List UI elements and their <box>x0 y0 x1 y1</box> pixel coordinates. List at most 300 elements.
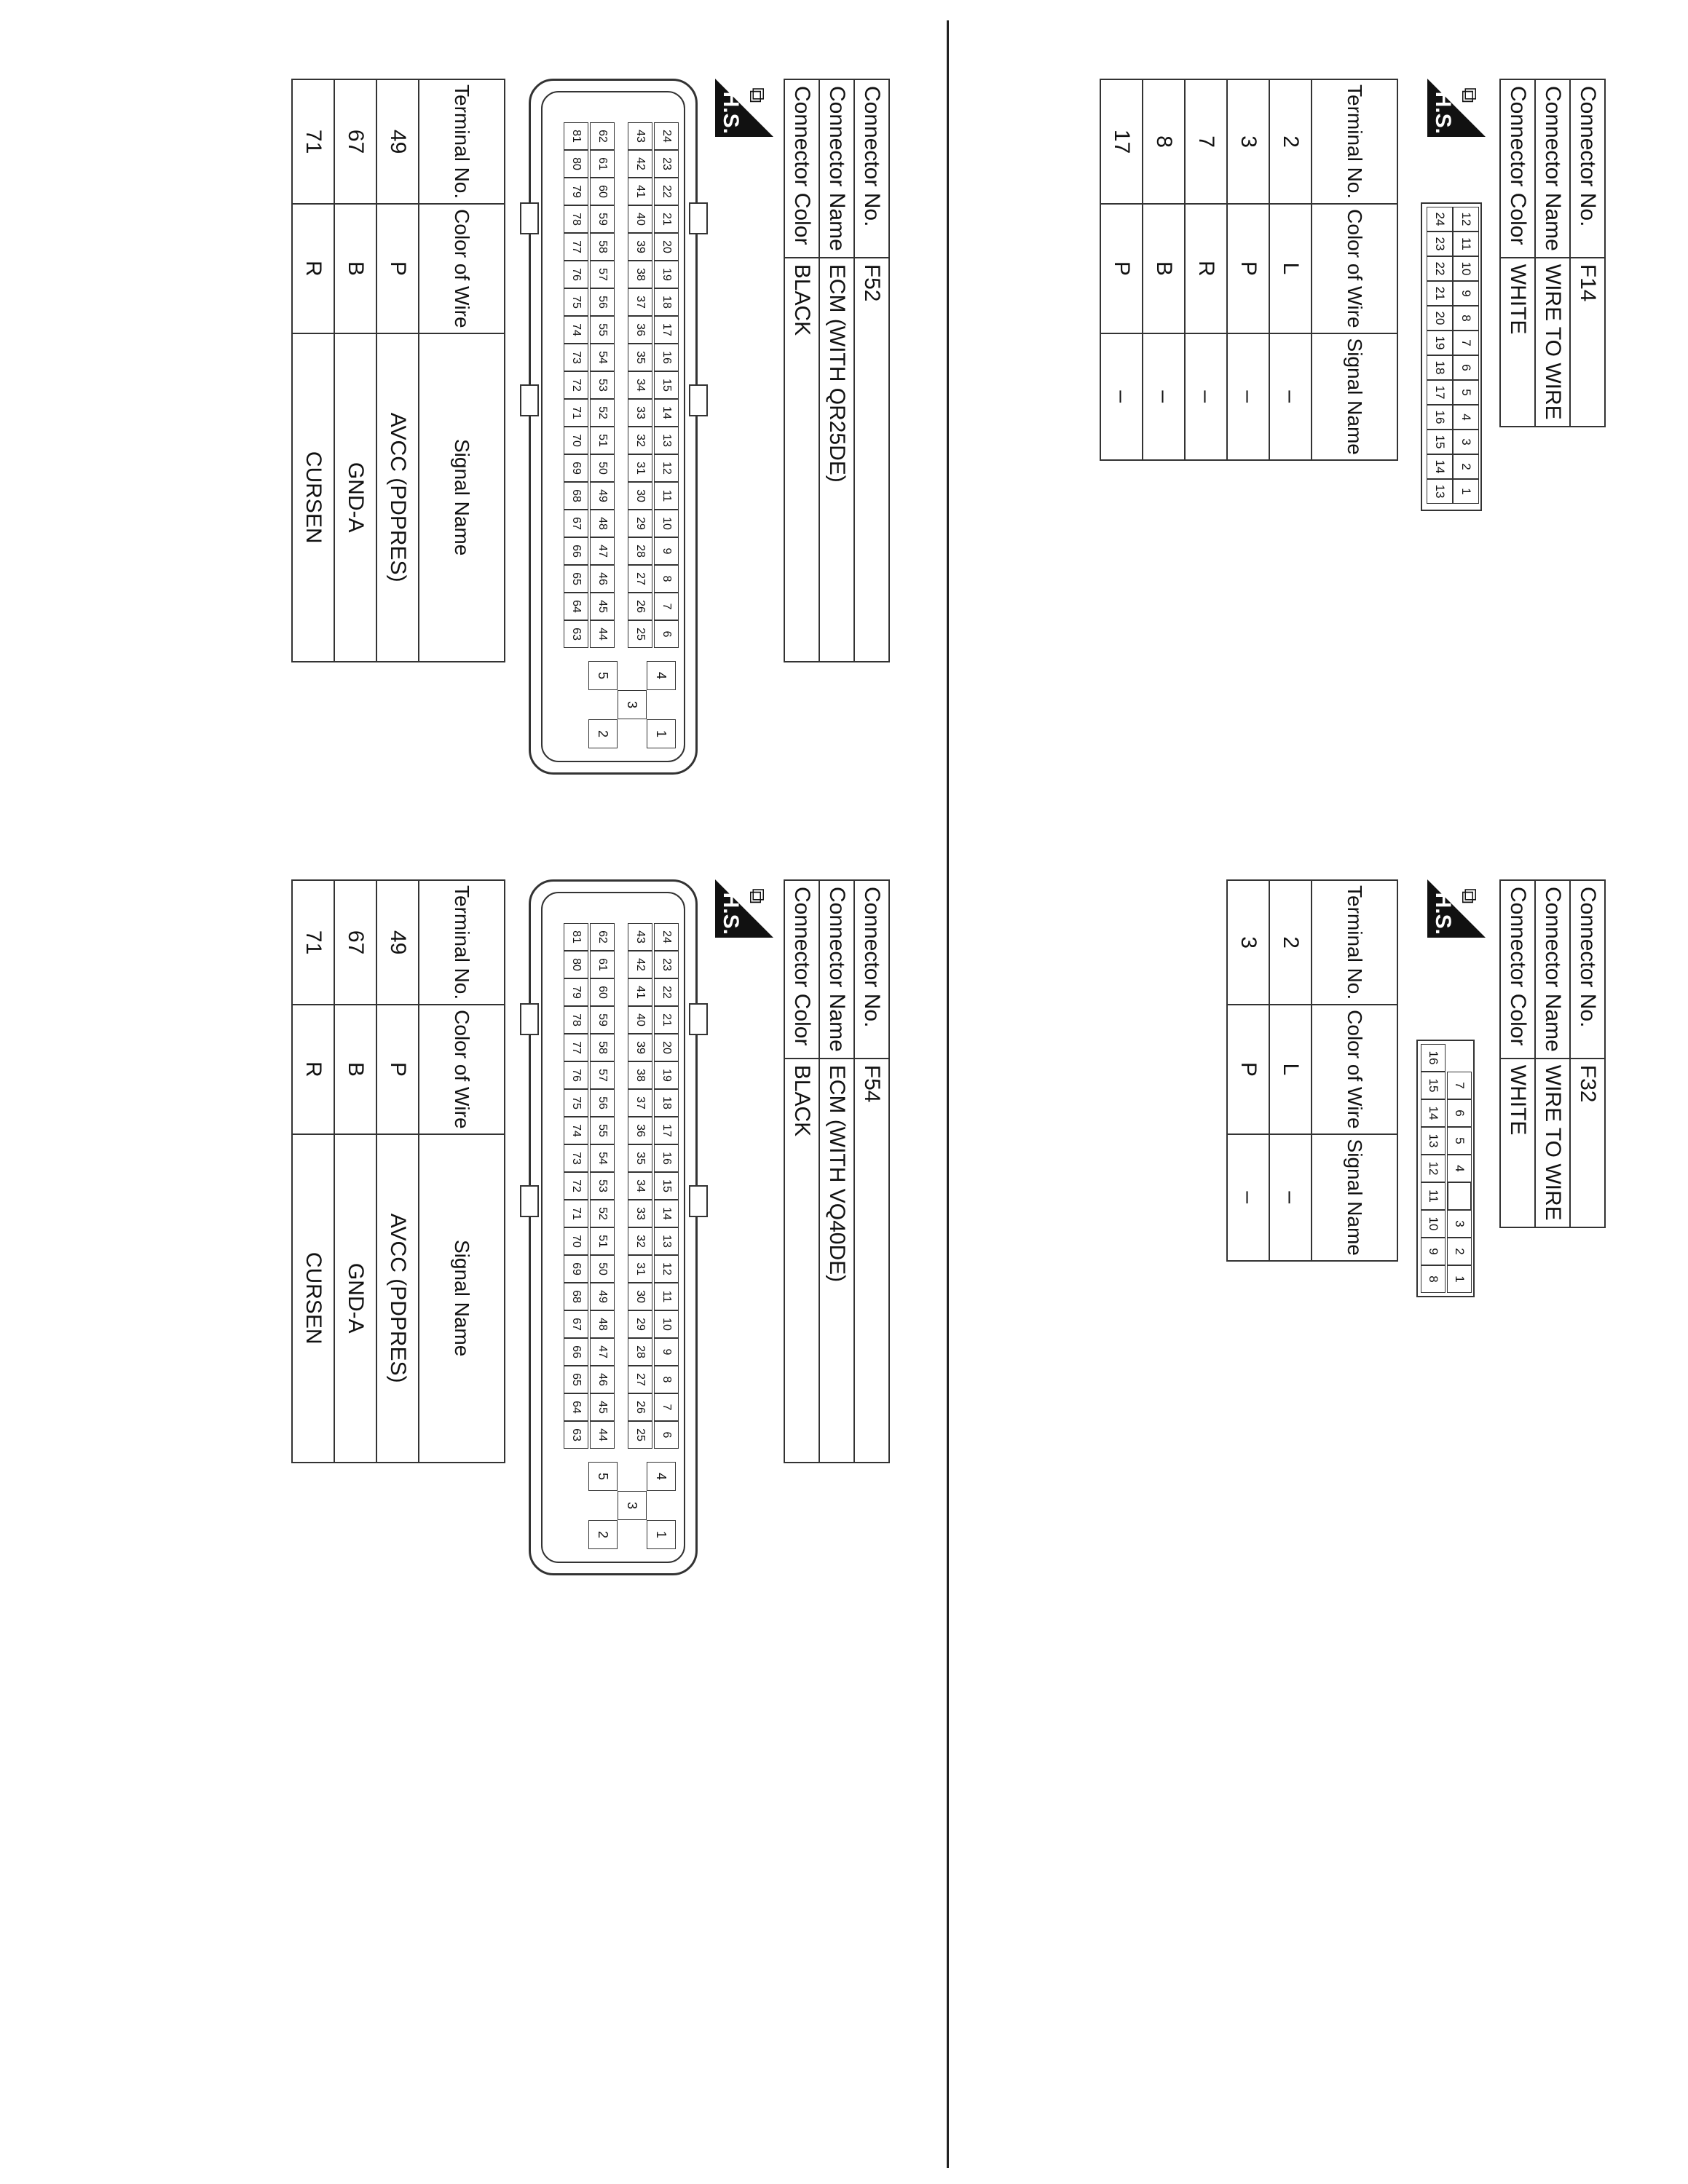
wire-color-cell: R <box>1185 204 1227 333</box>
pin-cell: 19 <box>654 261 679 288</box>
pin-cell: 77 <box>564 233 588 261</box>
pin-cell: 26 <box>628 1393 652 1421</box>
pin-cell: 2 <box>1447 1238 1472 1265</box>
pin-cell: 42 <box>628 951 652 978</box>
pin-cell: 76 <box>564 261 588 288</box>
pin-cell: 70 <box>564 1227 588 1255</box>
pin-cell: 61 <box>590 150 615 178</box>
pin-cell: 10 <box>1421 1210 1446 1238</box>
pin-cell: 9 <box>1421 1238 1446 1265</box>
pin-cell: 52 <box>590 399 615 427</box>
label-connector-color: Connector Color <box>784 79 819 258</box>
pin-cell: 12 <box>1421 1155 1446 1182</box>
table-row <box>376 79 419 662</box>
pin-table-f14 <box>1100 79 1398 461</box>
pin-cell: 7 <box>654 593 679 620</box>
pin-cell: 11 <box>1421 1182 1446 1210</box>
signal-name-cell: AVCC (PDPRES) <box>376 1134 419 1463</box>
pin-cell: 69 <box>564 1255 588 1283</box>
pin-cell: 9 <box>654 1338 679 1366</box>
table-row <box>1227 880 1269 1261</box>
ecm-latch-tab <box>520 384 539 416</box>
ecm-latch-tab <box>689 202 708 234</box>
col-wire: Color of Wire <box>419 1005 505 1133</box>
pin-cell: 30 <box>628 1283 652 1310</box>
pin-cell: 41 <box>628 978 652 1006</box>
value-connector-color: WHITE <box>1500 1059 1535 1227</box>
pin-cell: 33 <box>628 1200 652 1227</box>
hs-label: H.S. <box>719 91 743 134</box>
value-connector-no: F32 <box>1570 1059 1605 1227</box>
wire-color-cell: R <box>292 1005 334 1133</box>
wire-color-cell: P <box>376 1005 419 1133</box>
connector-f32 <box>1237 879 1606 1283</box>
pin-cell: 77 <box>564 1034 588 1061</box>
pin-cell: 45 <box>590 593 615 620</box>
pin-cell: 54 <box>590 1144 615 1172</box>
pin-cell: 3 <box>1453 430 1479 454</box>
terminal-no-cell: 2 <box>1269 79 1312 204</box>
pin-cell: 56 <box>590 288 615 316</box>
pin-cell: 13 <box>654 1227 679 1255</box>
terminal-no-cell: 67 <box>334 880 376 1005</box>
pin-cell: 13 <box>654 427 679 454</box>
pin-cell: 3 <box>618 690 647 719</box>
label-connector-name: Connector Name <box>1535 880 1570 1059</box>
pin-cell: 31 <box>628 1255 652 1283</box>
hs-badge <box>1427 879 1486 938</box>
pin-cell: 30 <box>628 482 652 510</box>
pin-cell: 39 <box>628 1034 652 1061</box>
pin-cell: 12 <box>654 454 679 482</box>
pin-cell: 29 <box>628 510 652 537</box>
signal-name-cell: – <box>1227 333 1269 460</box>
pin-cell: 20 <box>1427 306 1453 331</box>
pin-table-f52 <box>291 79 505 662</box>
pin-cell: 16 <box>1421 1044 1446 1072</box>
ecm-latch-tab <box>520 1185 539 1217</box>
value-connector-color: BLACK <box>784 258 819 662</box>
pin-cell: 23 <box>1427 232 1453 256</box>
connector-f14 <box>1110 79 1606 499</box>
pin-cell: 5 <box>588 1462 618 1491</box>
connector-face-f14 <box>1421 202 1482 511</box>
pin-cell: 55 <box>590 316 615 344</box>
signal-name-cell: – <box>1269 1134 1312 1261</box>
pin-cell: 52 <box>590 1200 615 1227</box>
pin-cell: 34 <box>628 371 652 399</box>
pin-cell: 1 <box>647 719 676 748</box>
wire-color-cell: B <box>334 1005 376 1133</box>
pin-table-f54 <box>291 879 505 1463</box>
table-row <box>292 880 334 1463</box>
pin-cell: 11 <box>654 1283 679 1310</box>
pin-cell: 6 <box>654 620 679 648</box>
pin-cell: 19 <box>1427 331 1453 355</box>
pin-cell: 81 <box>564 122 588 150</box>
pin-cell: 74 <box>564 316 588 344</box>
pin-cell: 23 <box>654 150 679 178</box>
pin-cell: 51 <box>590 427 615 454</box>
pin-cell: 37 <box>628 288 652 316</box>
value-connector-no: F52 <box>854 258 889 662</box>
table-row <box>1143 79 1185 460</box>
pin-cell: 79 <box>564 978 588 1006</box>
wire-color-cell: L <box>1269 204 1312 333</box>
table-row <box>376 880 419 1463</box>
terminal-no-cell: 71 <box>292 880 334 1005</box>
pin-cell: 80 <box>564 150 588 178</box>
pin-cell: 27 <box>628 565 652 593</box>
pin-cell: 4 <box>1447 1155 1472 1182</box>
pin-cell: 64 <box>564 593 588 620</box>
value-connector-color: BLACK <box>784 1059 819 1463</box>
pin-cell: 40 <box>628 1006 652 1034</box>
pin-cell: 59 <box>590 1006 615 1034</box>
pin-cell: 3 <box>618 1491 647 1520</box>
pin-cell: 6 <box>1453 355 1479 380</box>
pin-cell: 66 <box>564 537 588 565</box>
label-connector-no: Connector No. <box>854 79 889 258</box>
pin-cell: 35 <box>628 1144 652 1172</box>
terminal-no-cell: 2 <box>1269 880 1312 1005</box>
pin-cell: 6 <box>1447 1099 1472 1127</box>
signal-name-cell: – <box>1269 333 1312 460</box>
pin-cell: 47 <box>590 1338 615 1366</box>
pin-cell: 46 <box>590 1366 615 1393</box>
wire-color-cell: P <box>1227 204 1269 333</box>
label-connector-name: Connector Name <box>1535 79 1570 258</box>
signal-name-cell: – <box>1227 1134 1269 1261</box>
col-wire: Color of Wire <box>1312 204 1397 333</box>
pin-cell: 25 <box>628 1421 652 1449</box>
pin-cell: 36 <box>628 1117 652 1144</box>
signal-name-cell: CURSEN <box>292 1134 334 1463</box>
signal-name-cell: AVCC (PDPRES) <box>376 333 419 662</box>
pin-cell: 32 <box>628 427 652 454</box>
pin-table-f32 <box>1226 879 1398 1262</box>
col-terminal: Terminal No. <box>419 79 505 204</box>
pin-cell: 75 <box>564 1089 588 1117</box>
pin-cell: 6 <box>654 1421 679 1449</box>
pin-cell: 51 <box>590 1227 615 1255</box>
label-connector-no: Connector No. <box>1570 880 1605 1059</box>
pin-cell: 21 <box>1427 281 1453 306</box>
hs-label: H.S. <box>1431 892 1455 935</box>
pin-cell: 7 <box>1447 1072 1472 1099</box>
pin-cell: 72 <box>564 371 588 399</box>
ecm-latch-tab <box>689 384 708 416</box>
table-row <box>292 79 334 662</box>
pin-cell: 63 <box>564 1421 588 1449</box>
pin-cell: 33 <box>628 399 652 427</box>
pin-cell: 22 <box>654 178 679 205</box>
col-signal: Signal Name <box>419 1134 505 1463</box>
pin-cell: 55 <box>590 1117 615 1144</box>
label-connector-no: Connector No. <box>1570 79 1605 258</box>
pin-cell: 50 <box>590 454 615 482</box>
pin-cell: 8 <box>654 1366 679 1393</box>
pin-cell: 23 <box>654 951 679 978</box>
col-signal: Signal Name <box>1312 333 1397 460</box>
col-terminal: Terminal No. <box>1312 79 1397 204</box>
pin-cell: 15 <box>1421 1072 1446 1099</box>
label-connector-name: Connector Name <box>819 880 854 1059</box>
value-connector-color: WHITE <box>1500 258 1535 427</box>
pin-cell: 72 <box>564 1172 588 1200</box>
pin-cell: 57 <box>590 261 615 288</box>
pin-cell: 5 <box>1453 380 1479 405</box>
pin-cell: 1 <box>1453 479 1479 504</box>
pin-cell: 81 <box>564 923 588 951</box>
pin-cell: 75 <box>564 288 588 316</box>
hs-label: H.S. <box>719 892 743 935</box>
pin-cell: 38 <box>628 1061 652 1089</box>
pin-cell: 24 <box>654 923 679 951</box>
signal-name-cell: – <box>1143 333 1185 460</box>
pin-cell: 5 <box>588 661 618 690</box>
wire-color-cell: R <box>292 204 334 333</box>
label-connector-color: Connector Color <box>1500 79 1535 258</box>
pin-cell: 67 <box>564 510 588 537</box>
pin-cell: 1 <box>647 1520 676 1549</box>
pin-cell: 74 <box>564 1117 588 1144</box>
connector-icon: ⧉ <box>1457 888 1481 904</box>
pin-cell: 19 <box>654 1061 679 1089</box>
pin-cell: 53 <box>590 1172 615 1200</box>
pin-cell: 14 <box>1427 454 1453 479</box>
pin-gap <box>1447 1182 1472 1211</box>
pin-cell: 8 <box>654 565 679 593</box>
pin-cell: 15 <box>1427 430 1453 454</box>
terminal-no-cell: 3 <box>1227 79 1269 204</box>
pin-cell: 1 <box>1447 1265 1472 1293</box>
connector-f54 <box>301 879 890 1538</box>
pin-cell: 21 <box>654 1006 679 1034</box>
label-connector-color: Connector Color <box>1500 880 1535 1059</box>
wire-color-cell: P <box>1227 1005 1269 1133</box>
pin-cell: 12 <box>1453 207 1479 232</box>
pin-cell: 22 <box>654 978 679 1006</box>
pin-cell: 58 <box>590 1034 615 1061</box>
pin-cell: 43 <box>628 923 652 951</box>
pin-cell: 20 <box>654 1034 679 1061</box>
pin-cell: 10 <box>1453 256 1479 281</box>
pin-cell: 21 <box>654 205 679 233</box>
connector-icon: ⧉ <box>745 87 769 103</box>
pin-cell: 28 <box>628 537 652 565</box>
pin-cell: 7 <box>654 1393 679 1421</box>
pin-cell: 7 <box>1453 331 1479 355</box>
pin-cell: 35 <box>628 344 652 371</box>
pin-cell: 66 <box>564 1338 588 1366</box>
connector-icon: ⧉ <box>1457 87 1481 103</box>
ecm-latch-tab <box>520 1003 539 1035</box>
pin-cell: 20 <box>654 233 679 261</box>
ecm-latch-tab <box>689 1185 708 1217</box>
pin-cell: 16 <box>654 1144 679 1172</box>
pin-cell: 17 <box>654 1117 679 1144</box>
pin-cell: 26 <box>628 593 652 620</box>
pin-cell: 34 <box>628 1172 652 1200</box>
pin-cell: 69 <box>564 454 588 482</box>
pin-cell: 2 <box>588 1520 618 1549</box>
pin-cell: 25 <box>628 620 652 648</box>
wire-color-cell: P <box>1100 204 1143 333</box>
pin-cell: 9 <box>1453 281 1479 306</box>
connector-info-f32 <box>1499 879 1606 1228</box>
pin-cell: 4 <box>647 1462 676 1491</box>
pin-cell: 37 <box>628 1089 652 1117</box>
pin-cell: 18 <box>1427 355 1453 380</box>
value-connector-no: F14 <box>1570 258 1605 427</box>
terminal-no-cell: 7 <box>1185 79 1227 204</box>
value-connector-name: WIRE TO WIRE <box>1535 1059 1570 1227</box>
pin-cell: 57 <box>590 1061 615 1089</box>
signal-name-cell: GND-A <box>334 1134 376 1463</box>
table-row <box>334 79 376 662</box>
pin-cell: 24 <box>654 122 679 150</box>
pin-cell: 2 <box>588 719 618 748</box>
value-connector-name: WIRE TO WIRE <box>1535 258 1570 427</box>
wire-color-cell: B <box>334 204 376 333</box>
pin-cell: 4 <box>647 661 676 690</box>
terminal-no-cell: 49 <box>376 880 419 1005</box>
col-wire: Color of Wire <box>1312 1005 1397 1133</box>
pin-cell: 11 <box>654 482 679 510</box>
hs-badge <box>1427 79 1486 137</box>
pin-cell: 73 <box>564 344 588 371</box>
value-connector-name: ECM (WITH VQ40DE) <box>819 1059 854 1463</box>
pin-cell: 38 <box>628 261 652 288</box>
ecm-latch-tab <box>689 1003 708 1035</box>
hs-badge <box>715 879 773 938</box>
pin-cell: 47 <box>590 537 615 565</box>
pin-cell: 18 <box>654 288 679 316</box>
col-terminal: Terminal No. <box>1312 880 1397 1005</box>
pin-cell: 44 <box>590 1421 615 1449</box>
pin-cell: 16 <box>654 344 679 371</box>
hs-label: H.S. <box>1431 91 1455 134</box>
pin-cell: 41 <box>628 178 652 205</box>
pin-cell: 68 <box>564 1283 588 1310</box>
label-connector-name: Connector Name <box>819 79 854 258</box>
ecm-latch-tab <box>520 202 539 234</box>
pin-cell: 17 <box>1427 380 1453 405</box>
pin-cell: 45 <box>590 1393 615 1421</box>
ecm-connector-face-f54 <box>518 879 708 1578</box>
wire-color-cell: B <box>1143 204 1185 333</box>
connector-info-f52 <box>784 79 890 662</box>
table-row <box>1269 79 1312 460</box>
pin-cell: 49 <box>590 1283 615 1310</box>
pin-cell: 46 <box>590 565 615 593</box>
pin-cell: 78 <box>564 1006 588 1034</box>
pin-cell: 60 <box>590 178 615 205</box>
pin-cell: 64 <box>564 1393 588 1421</box>
pin-cell: 80 <box>564 951 588 978</box>
pin-cell: 22 <box>1427 256 1453 281</box>
label-connector-color: Connector Color <box>784 880 819 1059</box>
col-wire: Color of Wire <box>419 204 505 333</box>
signal-name-cell: – <box>1185 333 1227 460</box>
value-connector-no: F54 <box>854 1059 889 1463</box>
pin-cell: 18 <box>654 1089 679 1117</box>
pin-cell: 71 <box>564 1200 588 1227</box>
pin-cell: 36 <box>628 316 652 344</box>
pin-cell: 44 <box>590 620 615 648</box>
pin-cell: 43 <box>628 122 652 150</box>
pin-cell: 54 <box>590 344 615 371</box>
pin-cell: 3 <box>1447 1210 1472 1238</box>
pin-cell: 15 <box>654 371 679 399</box>
ecm-connector-face-f52 <box>518 79 708 778</box>
connector-info-f54 <box>784 879 890 1463</box>
terminal-no-cell: 3 <box>1227 880 1269 1005</box>
pin-cell: 42 <box>628 150 652 178</box>
pin-cell: 11 <box>1453 232 1479 256</box>
pin-cell: 61 <box>590 951 615 978</box>
pin-cell: 14 <box>654 1200 679 1227</box>
pin-cell: 73 <box>564 1144 588 1172</box>
pin-cell: 63 <box>564 620 588 648</box>
pin-cell: 71 <box>564 399 588 427</box>
pin-cell: 48 <box>590 1310 615 1338</box>
pin-cell: 59 <box>590 205 615 233</box>
pin-cell: 13 <box>1421 1127 1446 1155</box>
pin-cell: 60 <box>590 978 615 1006</box>
pin-cell: 27 <box>628 1366 652 1393</box>
pin-cell: 58 <box>590 233 615 261</box>
pin-cell: 10 <box>654 1310 679 1338</box>
pin-cell: 40 <box>628 205 652 233</box>
terminal-no-cell: 71 <box>292 79 334 204</box>
table-row <box>1269 880 1312 1261</box>
pin-cell: 79 <box>564 178 588 205</box>
signal-name-cell: GND-A <box>334 333 376 662</box>
col-signal: Signal Name <box>419 333 505 662</box>
pin-cell: 9 <box>654 537 679 565</box>
pin-cell: 8 <box>1421 1265 1446 1293</box>
pin-cell: 14 <box>654 399 679 427</box>
label-connector-no: Connector No. <box>854 880 889 1059</box>
pin-cell: 4 <box>1453 405 1479 430</box>
col-terminal: Terminal No. <box>419 880 505 1005</box>
pin-cell: 15 <box>654 1172 679 1200</box>
pin-cell: 76 <box>564 1061 588 1089</box>
pin-cell: 78 <box>564 205 588 233</box>
pin-cell: 56 <box>590 1089 615 1117</box>
pin-cell: 2 <box>1453 454 1479 479</box>
wire-color-cell: L <box>1269 1005 1312 1133</box>
pin-cell: 65 <box>564 1366 588 1393</box>
pin-cell: 24 <box>1427 207 1453 232</box>
pin-cell: 49 <box>590 482 615 510</box>
connector-icon: ⧉ <box>745 888 769 904</box>
pin-cell: 67 <box>564 1310 588 1338</box>
pin-cell: 29 <box>628 1310 652 1338</box>
signal-name-cell: – <box>1100 333 1143 460</box>
table-row <box>334 880 376 1463</box>
terminal-no-cell: 8 <box>1143 79 1185 204</box>
col-signal: Signal Name <box>1312 1134 1397 1261</box>
pin-cell: 68 <box>564 482 588 510</box>
pin-cell: 13 <box>1427 479 1453 504</box>
signal-name-cell: CURSEN <box>292 333 334 662</box>
pin-cell: 14 <box>1421 1099 1446 1127</box>
connector-info-f14 <box>1499 79 1606 427</box>
page-divider <box>947 20 949 2168</box>
